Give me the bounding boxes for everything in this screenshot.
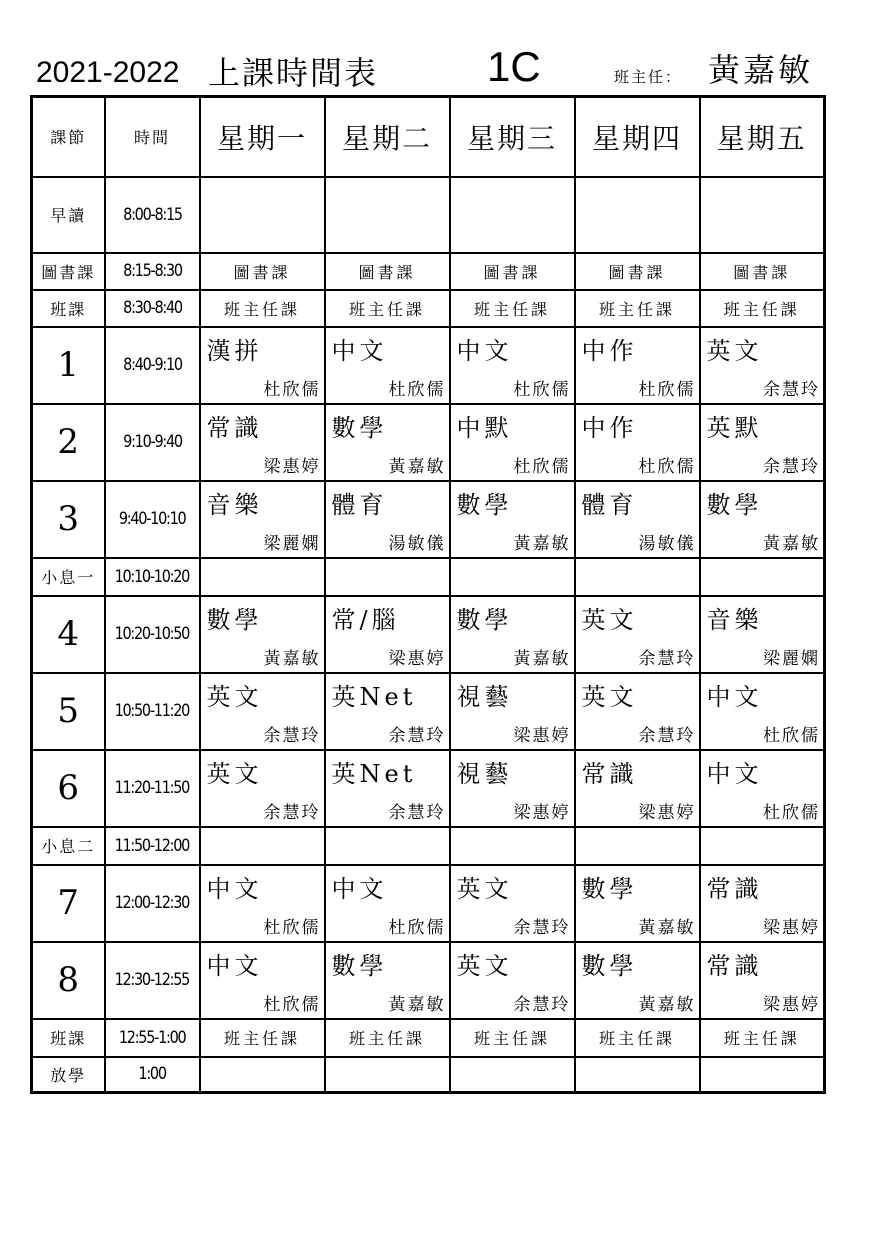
teacher: 黃嘉敏	[263, 648, 321, 669]
timetable-cell	[700, 1057, 825, 1093]
timetable-cell	[200, 1057, 325, 1093]
timetable-cell	[450, 827, 575, 865]
subject: 英文	[706, 336, 763, 365]
subject: 中文	[206, 951, 263, 980]
teacher: 余慧玲	[638, 725, 696, 746]
table-row-period-7	[32, 865, 825, 942]
period-label: 小息一	[32, 558, 105, 596]
timetable-cell	[700, 865, 825, 942]
teacher: 余慧玲	[638, 648, 696, 669]
timetable-cell	[325, 177, 450, 253]
timetable-cell	[200, 865, 325, 942]
subject: 英Net	[331, 759, 417, 788]
period-label: 3	[32, 481, 105, 558]
teacher: 余慧玲	[513, 917, 571, 938]
period-label: 6	[32, 750, 105, 827]
timetable-cell: 班主任課	[700, 1019, 825, 1057]
subject: 中文	[706, 682, 763, 711]
teacher: 余慧玲	[388, 725, 446, 746]
timetable-cell	[325, 327, 450, 404]
timetable-cell	[450, 673, 575, 750]
teacher: 黃嘉敏	[763, 533, 820, 554]
school-year: 2021-2022	[36, 56, 180, 89]
teacher: 余慧玲	[388, 802, 446, 823]
timetable-cell: 班主任課	[700, 290, 825, 327]
timetable-cell	[325, 481, 450, 558]
teacher: 余慧玲	[263, 725, 321, 746]
timetable-cell	[450, 177, 575, 253]
timetable-cell	[700, 673, 825, 750]
timetable-cell	[575, 481, 700, 558]
period-time: 12:30-12:55	[105, 942, 200, 1019]
subject: 中文	[706, 759, 763, 788]
class-teacher-name: 黃嘉敏	[708, 51, 814, 89]
timetable-cell	[575, 1057, 700, 1093]
timetable-cell: 班主任課	[575, 1019, 700, 1057]
subject: 英文	[456, 951, 513, 980]
period-label: 7	[32, 865, 105, 942]
timetable-cell	[450, 596, 575, 673]
timetable-cell	[450, 404, 575, 481]
teacher: 湯敏儀	[388, 533, 446, 554]
timetable-cell	[700, 558, 825, 596]
timetable-cell	[325, 673, 450, 750]
period-time: 12:55-1:00	[105, 1019, 200, 1057]
timetable-cell	[325, 1057, 450, 1093]
timetable-cell: 圖書課	[450, 253, 575, 290]
teacher: 黃嘉敏	[513, 533, 571, 554]
subject: 數學	[206, 605, 263, 634]
period-time: 8:15-8:30	[105, 253, 200, 290]
subject: 英Net	[331, 682, 417, 711]
table-row-class-lesson-2	[32, 1019, 825, 1057]
table-row-library	[32, 253, 825, 290]
teacher: 黃嘉敏	[388, 456, 446, 477]
subject: 音樂	[706, 605, 763, 634]
table-row-period-1	[32, 327, 825, 404]
subject: 中默	[456, 413, 513, 442]
teacher: 杜欣儒	[263, 917, 321, 938]
period-time: 12:00-12:30	[105, 865, 200, 942]
subject: 英文	[206, 759, 263, 788]
period-time: 8:30-8:40	[105, 290, 200, 327]
timetable-cell	[700, 481, 825, 558]
teacher: 梁麗嫻	[263, 533, 321, 554]
period-time: 1:00	[105, 1057, 200, 1093]
teacher: 余慧玲	[763, 456, 820, 477]
subject: 視藝	[456, 759, 513, 788]
period-time: 10:10-10:20	[105, 558, 200, 596]
subject: 常識	[706, 874, 763, 903]
timetable-cell	[575, 596, 700, 673]
table-row-period-3	[32, 481, 825, 558]
timetable-cell	[200, 481, 325, 558]
teacher: 黃嘉敏	[388, 994, 446, 1015]
period-time: 9:40-10:10	[105, 481, 200, 558]
period-label: 4	[32, 596, 105, 673]
period-time: 8:00-8:15	[105, 177, 200, 253]
period-label: 班課	[32, 1019, 105, 1057]
page-title: 上課時間表	[208, 54, 379, 92]
timetable-cell: 班主任課	[325, 290, 450, 327]
table-row-period-6	[32, 750, 825, 827]
teacher: 杜欣儒	[263, 379, 321, 400]
teacher: 杜欣儒	[388, 917, 446, 938]
timetable-cell	[700, 404, 825, 481]
subject: 體育	[581, 490, 638, 519]
timetable-cell	[575, 327, 700, 404]
subject: 常識	[706, 951, 763, 980]
timetable-cell: 班主任課	[200, 1019, 325, 1057]
table-row-break-1	[32, 558, 825, 596]
subject: 英文	[581, 682, 638, 711]
period-time: 10:20-10:50	[105, 596, 200, 673]
subject: 數學	[456, 490, 513, 519]
timetable-cell	[700, 827, 825, 865]
timetable-cell: 班主任課	[575, 290, 700, 327]
period-label: 班課	[32, 290, 105, 327]
table-row-period-8	[32, 942, 825, 1019]
timetable-cell	[325, 558, 450, 596]
teacher: 杜欣儒	[513, 456, 571, 477]
timetable-cell	[325, 750, 450, 827]
timetable-cell	[200, 596, 325, 673]
timetable-cell	[450, 558, 575, 596]
period-time: 8:40-9:10	[105, 327, 200, 404]
subject: 數學	[331, 951, 388, 980]
timetable-cell: 圖書課	[700, 253, 825, 290]
timetable-cell: 圖書課	[325, 253, 450, 290]
table-header-row	[32, 97, 825, 177]
timetable-cell	[325, 865, 450, 942]
teacher: 余慧玲	[513, 994, 571, 1015]
teacher: 梁麗嫻	[763, 648, 820, 669]
teacher: 杜欣儒	[763, 725, 820, 746]
teacher: 余慧玲	[263, 802, 321, 823]
teacher: 余慧玲	[763, 379, 820, 400]
column-header-wed: 星期三	[450, 97, 575, 177]
table-row-dismissal	[32, 1057, 825, 1093]
column-header-thu: 星期四	[575, 97, 700, 177]
subject: 數學	[706, 490, 763, 519]
timetable-cell	[450, 327, 575, 404]
subject: 數學	[581, 874, 638, 903]
column-header-fri: 星期五	[700, 97, 825, 177]
teacher: 黃嘉敏	[638, 994, 696, 1015]
timetable-cell	[450, 1057, 575, 1093]
subject: 英文	[206, 682, 263, 711]
table-row-break-2	[32, 827, 825, 865]
period-label: 2	[32, 404, 105, 481]
subject: 常識	[581, 759, 638, 788]
timetable-cell	[700, 327, 825, 404]
teacher: 梁惠婷	[763, 994, 820, 1015]
period-label: 早讀	[32, 177, 105, 253]
subject: 數學	[331, 413, 388, 442]
timetable-cell	[200, 404, 325, 481]
column-header-mon: 星期一	[200, 97, 325, 177]
timetable-cell: 班主任課	[325, 1019, 450, 1057]
subject: 常/腦	[331, 605, 400, 634]
class-name: 1C	[487, 43, 541, 90]
timetable-cell: 班主任課	[450, 1019, 575, 1057]
timetable-cell	[325, 596, 450, 673]
subject: 中作	[581, 413, 638, 442]
teacher: 杜欣儒	[638, 379, 696, 400]
subject: 中作	[581, 336, 638, 365]
timetable-cell	[575, 177, 700, 253]
period-label: 1	[32, 327, 105, 404]
subject: 中文	[456, 336, 513, 365]
subject: 英文	[581, 605, 638, 634]
table-row-morning	[32, 177, 825, 253]
timetable-cell	[700, 942, 825, 1019]
timetable-cell	[575, 865, 700, 942]
timetable-cell	[200, 177, 325, 253]
table-row-class-lesson	[32, 290, 825, 327]
timetable-cell	[325, 404, 450, 481]
teacher: 黃嘉敏	[513, 648, 571, 669]
timetable-cell	[575, 404, 700, 481]
teacher: 杜欣儒	[388, 379, 446, 400]
period-time: 10:50-11:20	[105, 673, 200, 750]
timetable-header	[0, 0, 874, 96]
timetable-cell	[450, 750, 575, 827]
timetable-cell	[200, 750, 325, 827]
timetable-cell	[700, 750, 825, 827]
timetable-cell	[700, 596, 825, 673]
period-time: 9:10-9:40	[105, 404, 200, 481]
period-time: 11:50-12:00	[105, 827, 200, 865]
teacher: 杜欣儒	[513, 379, 571, 400]
teacher: 梁惠婷	[388, 648, 446, 669]
subject: 漢拼	[206, 336, 263, 365]
timetable-cell	[575, 673, 700, 750]
timetable-cell	[575, 558, 700, 596]
timetable-cell	[200, 827, 325, 865]
timetable-cell	[200, 558, 325, 596]
timetable	[30, 95, 826, 1094]
subject: 中文	[331, 874, 388, 903]
teacher: 杜欣儒	[763, 802, 820, 823]
timetable-cell	[575, 942, 700, 1019]
timetable-cell	[325, 827, 450, 865]
timetable-cell	[575, 827, 700, 865]
timetable-cell	[450, 481, 575, 558]
timetable-cell	[450, 865, 575, 942]
timetable-cell	[200, 942, 325, 1019]
class-teacher-label: 班主任：	[614, 68, 683, 86]
timetable-cell: 班主任課	[450, 290, 575, 327]
timetable-cell	[575, 750, 700, 827]
teacher: 湯敏儀	[638, 533, 696, 554]
timetable-cell: 班主任課	[200, 290, 325, 327]
subject: 體育	[331, 490, 388, 519]
subject: 視藝	[456, 682, 513, 711]
subject: 常識	[206, 413, 263, 442]
column-header-tue: 星期二	[325, 97, 450, 177]
column-header-time: 時間	[105, 97, 200, 177]
timetable-cell	[700, 177, 825, 253]
teacher: 梁惠婷	[513, 725, 571, 746]
teacher: 梁惠婷	[513, 802, 571, 823]
subject: 英默	[706, 413, 763, 442]
teacher: 黃嘉敏	[638, 917, 696, 938]
teacher: 杜欣儒	[263, 994, 321, 1015]
column-header-period: 課節	[32, 97, 105, 177]
period-label: 放學	[32, 1057, 105, 1093]
table-row-period-2	[32, 404, 825, 481]
timetable-cell	[200, 327, 325, 404]
table-row-period-4	[32, 596, 825, 673]
period-label: 5	[32, 673, 105, 750]
teacher: 梁惠婷	[263, 456, 321, 477]
timetable-cell: 圖書課	[200, 253, 325, 290]
timetable-cell	[200, 673, 325, 750]
subject: 數學	[581, 951, 638, 980]
subject: 音樂	[206, 490, 263, 519]
timetable-cell	[325, 942, 450, 1019]
teacher: 梁惠婷	[638, 802, 696, 823]
subject: 英文	[456, 874, 513, 903]
subject: 中文	[331, 336, 388, 365]
timetable-cell: 圖書課	[575, 253, 700, 290]
period-label: 小息二	[32, 827, 105, 865]
timetable-cell	[450, 942, 575, 1019]
teacher: 梁惠婷	[763, 917, 820, 938]
subject: 中文	[206, 874, 263, 903]
table-row-period-5	[32, 673, 825, 750]
teacher: 杜欣儒	[638, 456, 696, 477]
period-label: 圖書課	[32, 253, 105, 290]
period-label: 8	[32, 942, 105, 1019]
subject: 數學	[456, 605, 513, 634]
period-time: 11:20-11:50	[105, 750, 200, 827]
